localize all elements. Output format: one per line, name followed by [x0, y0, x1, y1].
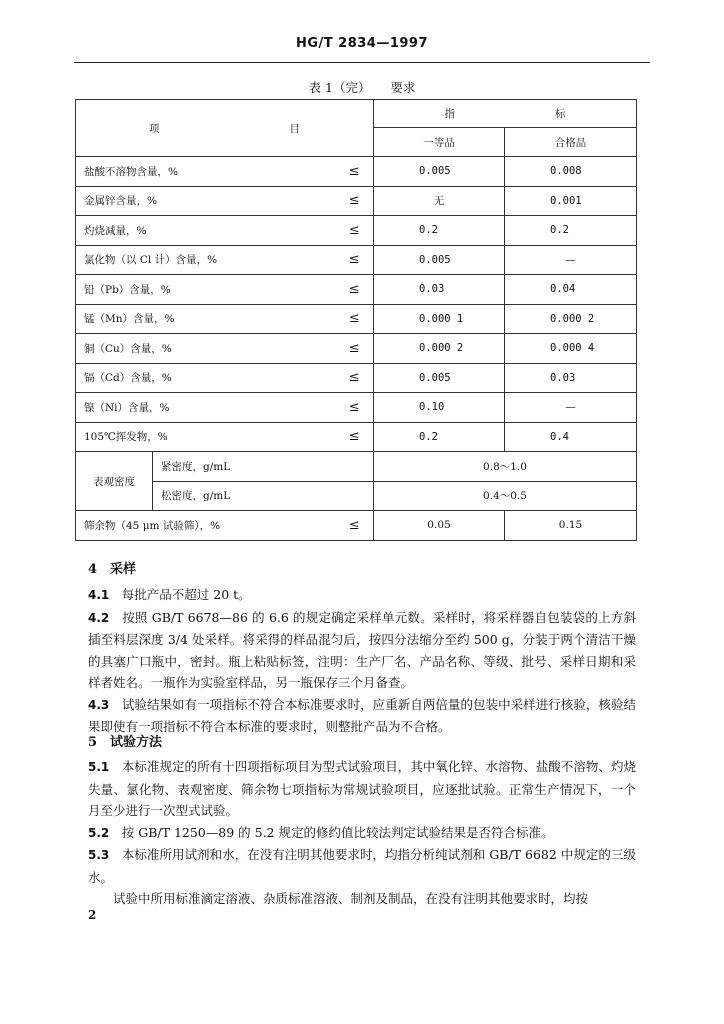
row-operator: ≤	[336, 157, 374, 187]
index-header-cell	[374, 100, 637, 128]
row-item: 灼烧减量，%	[76, 216, 336, 246]
row-item: 氯化物（以 Cl 计）含量，%	[76, 245, 336, 275]
paragraph-number: 4.1	[88, 588, 110, 602]
row-grade1: 0.000 1	[374, 304, 505, 334]
paragraph-4-1	[88, 584, 636, 607]
row-grade2: —	[505, 245, 637, 275]
paragraph-text: 本标准规定的所有十四项指标项目为型式试验项目，其中氧化锌、水溶物、盐酸不溶物、灼烧失量、氯化物、表观密度、筛余物七项指标为常规试验项目，应逐批试验。正常生产情况下，一个月至少进行一次型式试验。	[88, 759, 636, 818]
row-operator: ≤	[336, 304, 374, 334]
paragraph-number: 5.3	[88, 848, 110, 862]
paragraph-text: 每批产品不超过 20 t。	[121, 587, 251, 602]
density-tapped-value: 0.8～1.0	[374, 452, 637, 482]
index-header-label-b: 标	[555, 108, 566, 120]
row-item: 镍（Ni）含量，%	[76, 393, 336, 423]
row-item: 105℃挥发物，%	[76, 422, 336, 452]
item-header-label: 项	[149, 122, 160, 135]
density-loose-label: 松密度，g/mL	[153, 481, 374, 511]
row-operator: ≤	[336, 186, 374, 216]
row-grade1: 0.2	[374, 422, 505, 452]
row-item: 铅（Pb）含量，%	[76, 275, 336, 305]
row-grade1: 0.005	[374, 245, 505, 275]
grade2-header: 合格品	[505, 128, 637, 157]
paragraph-text: 按 GB/T 1250—89 的 5.2 规定的修约值比较法判定试验结果是否符合标准。	[121, 824, 554, 840]
density-loose-value: 0.4～0.5	[374, 481, 637, 511]
table-row	[76, 186, 637, 216]
row-item: 盐酸不溶物含量，%	[76, 157, 336, 187]
row-operator: ≤	[336, 422, 374, 452]
row-grade2: 0.008	[505, 157, 637, 187]
density-loose-row	[76, 481, 637, 511]
density-group-label: 表观密度	[76, 452, 153, 511]
row-item: 筛余物（45 μm 试验筛），%	[76, 511, 336, 541]
standard-code-header: HG/T 2834—1997	[295, 36, 429, 51]
row-operator: ≤	[336, 245, 374, 275]
paragraph-text: 按照 GB/T 6678—86 的 6.6 的规定确定采样单元数。采样时，将采样器自包装袋的上方斜插至料层深度 3/4 处采样。将采得的样品混匀后，按四分法缩分至约 500 g，分装于两个清洁干燥的具塞广口瓶中，密封。瓶上粘贴标签，注明：生产厂名、产品名称、等级、批号、采样日期和采样者姓名。一瓶作为实验室样品，另一瓶保存三个月备查。	[88, 609, 636, 690]
header-rule	[74, 62, 650, 63]
row-operator: ≤	[336, 363, 374, 393]
row-operator: ≤	[336, 511, 374, 541]
density-tapped-label: 紧密度，g/mL	[153, 452, 374, 482]
paragraph-4-3	[88, 694, 636, 738]
row-operator: ≤	[336, 334, 374, 364]
row-grade2: 0.2	[505, 216, 637, 246]
row-grade2: 0.4	[505, 422, 637, 452]
section-5-heading: 5 试验方法	[88, 735, 163, 750]
row-grade2: 0.03	[505, 363, 637, 393]
row-grade2: 0.04	[505, 275, 637, 305]
paragraph-number: 4.3	[88, 697, 110, 712]
section-4-heading: 4 采样	[88, 562, 137, 577]
table-row	[76, 275, 637, 305]
paragraph-text: 本标准所用试剂和水，在没有注明其他要求时，均指分析纯试剂和 GB/T 6682 中规定的三级水。	[88, 847, 636, 885]
paragraph-5-1	[88, 756, 636, 822]
row-operator: ≤	[336, 216, 374, 246]
paragraph-number: 5.1	[88, 760, 110, 774]
row-item: 镉（Cd）含量，%	[76, 363, 336, 393]
row-grade1: 0.05	[374, 511, 505, 541]
table-row	[76, 422, 637, 452]
row-item: 金属锌含量，%	[76, 186, 336, 216]
table-row	[76, 363, 637, 393]
row-grade2: 0.001	[505, 186, 637, 216]
row-grade1: 无	[374, 186, 505, 216]
row-grade2: 0.15	[505, 511, 637, 541]
requirements-table	[75, 99, 637, 541]
page-number: 2	[88, 908, 97, 922]
table-row	[76, 511, 637, 541]
table-row	[76, 157, 637, 187]
section-5-body	[88, 756, 636, 910]
index-header-label-a: 指	[444, 108, 455, 120]
row-item: 锰（Mn）含量，%	[76, 304, 336, 334]
table-caption	[0, 78, 724, 96]
table-caption-title: 要求	[390, 80, 416, 95]
table-row	[76, 334, 637, 364]
row-operator: ≤	[336, 393, 374, 423]
row-item: 铜（Cu）含量，%	[76, 334, 336, 364]
row-operator: ≤	[336, 275, 374, 305]
row-grade2: —	[505, 393, 637, 423]
paragraph-4-2	[88, 607, 636, 694]
paragraph-number: 5.2	[88, 825, 110, 840]
table-caption-number: 表 1（完）	[308, 80, 371, 95]
item-header-label-2: 目	[289, 122, 300, 135]
grade1-header: 一等品	[374, 128, 505, 157]
density-tapped-row	[76, 452, 637, 482]
row-grade1: 0.2	[374, 216, 505, 246]
row-grade1: 0.10	[374, 393, 505, 423]
paragraph-text: 试验中所用标准滴定溶液、杂质标准溶液、制剂及制品，在没有注明其他要求时，均按	[113, 891, 589, 906]
table-row	[76, 245, 637, 275]
row-grade2: 0.000 2	[505, 304, 637, 334]
paragraph-number: 4.2	[88, 610, 110, 625]
paragraph-5-3-cont	[88, 888, 636, 910]
paragraph-5-2	[88, 822, 636, 845]
paragraph-5-3	[88, 844, 636, 888]
table-row	[76, 216, 637, 246]
row-grade1: 0.000 2	[374, 334, 505, 364]
row-grade2: 0.000 4	[505, 334, 637, 364]
row-grade1: 0.005	[374, 363, 505, 393]
table-row	[76, 304, 637, 334]
table-header-row	[76, 100, 637, 128]
row-grade1: 0.03	[374, 275, 505, 305]
table-row	[76, 393, 637, 423]
paragraph-text: 试验结果如有一项指标不符合本标准要求时，应重新自两倍量的包装中采样进行核验，核验结果即使有一项指标不符合本标准的要求时，则整批产品为不合格。	[88, 696, 636, 734]
section-4-body	[88, 584, 636, 738]
row-grade1: 0.005	[374, 157, 505, 187]
item-header-cell	[76, 100, 374, 157]
